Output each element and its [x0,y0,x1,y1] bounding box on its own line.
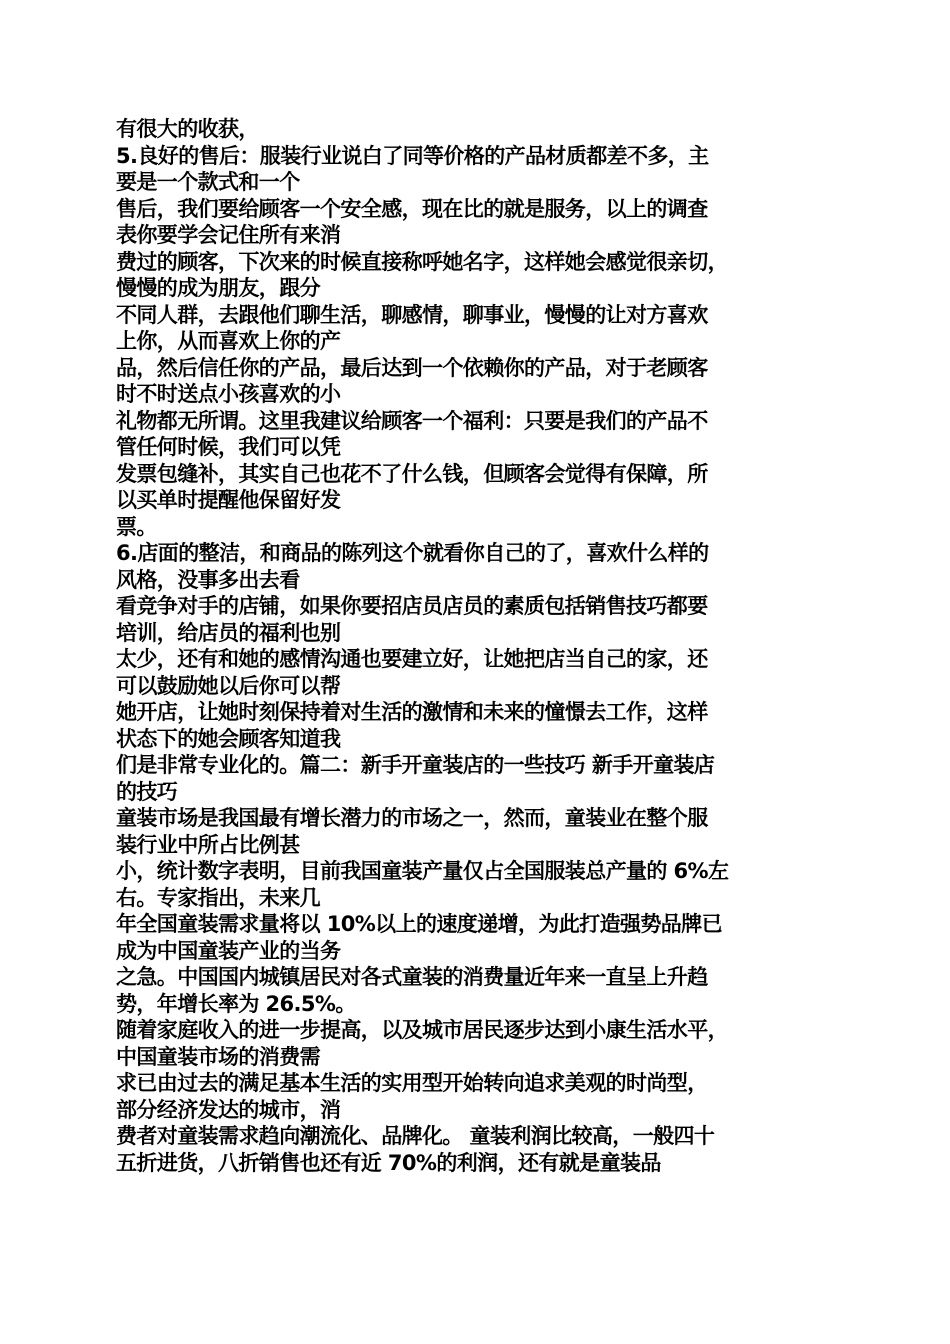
text-line: 成为中国童装产业的当务 [116,938,341,963]
text-line: 之急。中国国内城镇居民对各式童装的消费量近年来一直呈上升趋 [116,965,708,989]
text-line: 发票包缝补，其实自己也花不了什么钱，但顾客会觉得有保障，所 [116,461,708,486]
text-line: 装行业中所占比例甚 [116,832,300,857]
text-line: 上你，从而喜欢上你的产 [116,329,341,353]
document-page [116,116,836,1176]
text-line: 品，然后信任你的产品，最后达到一个依赖你的产品，对于老顾客 [116,355,708,380]
text-line: 6.店面的整洁，和商品的陈列这个就看你自己的了，喜欢什么样的 [116,541,709,565]
text-line: 年全国童装需求量将以 10%以上的速度递增，为此打造强势品牌已 [116,912,722,936]
text-line: 随着家庭收入的进一步提高，以及城市居民逐步达到小康生活水平， [116,1018,728,1042]
text-line: 管任何时候，我们可以凭 [116,435,341,459]
text-line: 求已由过去的满足基本生活的实用型开始转向追求美观的时尚型， [116,1071,708,1095]
text-line: 表你要学会记住所有来消 [116,223,341,247]
text-line: 要是一个款式和一个 [116,170,300,194]
text-line: 小，统计数字表明，目前我国童装产量仅占全国服装总产量的 6%左 [116,859,729,883]
text-line: 童装市场是我国最有增长潜力的市场之一，然而，童装业在整个服 [116,806,708,830]
text-line: 看竞争对手的店铺，如果你要招店员店员的素质包括销售技巧都要 [116,594,708,618]
text-line: 势，年增长率为 26.5%。 [116,991,356,1016]
text-line: 有很大的收获， [116,117,259,141]
text-line: 不同人群，去跟他们聊生活，聊感情，聊事业，慢慢的让对方喜欢 [116,302,708,327]
text-line: 以买单时提醒他保留好发 [116,488,341,512]
text-line: 风格，没事多出去看 [116,567,300,592]
text-line: 她开店，让她时刻保持着对生活的激情和未来的憧憬去工作，这样 [116,700,708,724]
text-line: 状态下的她会顾客知道我 [116,726,341,751]
text-line: 部分经济发达的城市，消 [116,1097,341,1122]
text-line: 五折进货，八折销售也还有近 70%的利润，还有就是童装品 [116,1150,661,1175]
text-line: 右。专家指出，未来几 [116,885,320,910]
text-line: 太少，还有和她的感情沟通也要建立好，让她把店当自己的家，还 [116,647,708,671]
text-line: 可以鼓励她以后你可以帮 [116,673,341,698]
text-line: 中国童装市场的消费需 [116,1044,320,1069]
text-line: 培训，给店员的福利也别 [116,620,341,645]
text-line: 售后，我们要给顾客一个安全感，现在比的就是服务，以上的调查 [116,196,708,221]
text-line: 票。 [116,514,157,539]
text-line: 5.良好的售后：服装行业说白了同等价格的产品材质都差不多，主 [116,143,709,168]
text-line: 慢慢的成为朋友，跟分 [116,276,320,300]
text-line: 费过的顾客，下次来的时候直接称呼她名字，这样她会感觉很亲切， [116,249,728,274]
text-line: 的技巧 [116,779,178,804]
text-line: 时不时送点小孩喜欢的小 [116,382,341,406]
text-line: 礼物都无所谓。这里我建议给顾客一个福利：只要是我们的产品不 [116,408,708,433]
text-line: 费者对童装需求趋向潮流化、品牌化。 童装利润比较高，一般四十 [116,1124,715,1148]
text-line: 们是非常专业化的。篇二：新手开童装店的一些技巧 新手开童装店 [116,753,715,777]
